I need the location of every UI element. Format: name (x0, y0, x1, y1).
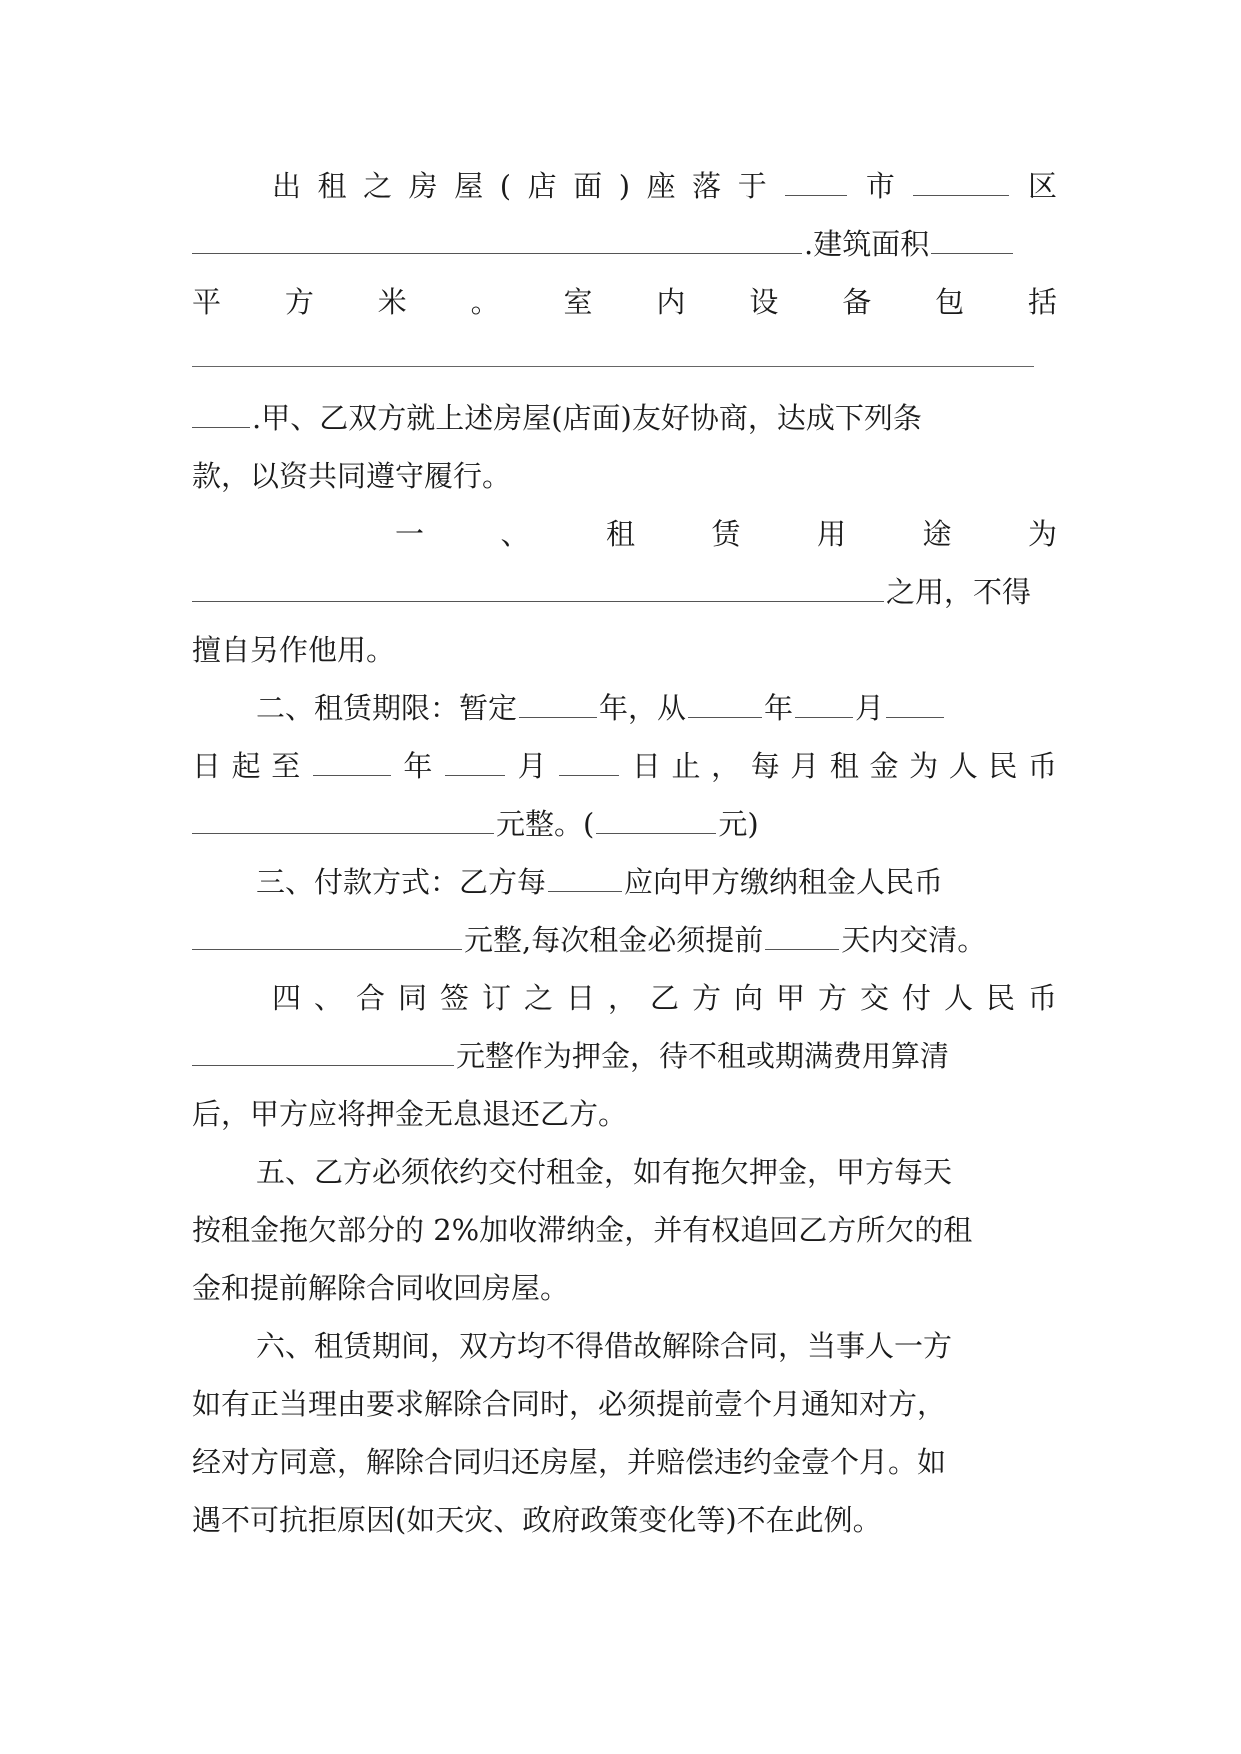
clause-5-line-3 (192, 1268, 1057, 1308)
blank-equipment-end (192, 401, 250, 428)
blank-equipment (192, 366, 1034, 367)
text-segment: 后，甲方应将押金无息退还乙方。 (192, 1097, 628, 1131)
text-segment: 日止，每月租金为人民币 (621, 749, 1057, 783)
paragraph-premises-line-3 (192, 282, 1057, 322)
blank-start-month (795, 691, 853, 718)
text-segment: 三、付款方式：乙方每 (256, 865, 547, 899)
clause-3-line-2 (192, 920, 1057, 960)
text-segment: 年 (392, 749, 444, 783)
blank-usage (192, 575, 884, 602)
clause-6-line-1 (256, 1326, 1057, 1366)
clause-6-line-3 (192, 1442, 1057, 1482)
blank-payment-period (548, 865, 622, 892)
text-segment: 月 (507, 749, 558, 783)
text-segment: 按租金拖欠部分的 2%加收滞纳金，并有权追回乙方所欠的租 (192, 1213, 973, 1247)
paragraph-premises-line-1 (272, 166, 1057, 206)
clause-4-line-3 (192, 1094, 1057, 1134)
text-segment: 遇不可抗拒原因(如天灾、政府政策变化等)不在此例。 (192, 1503, 882, 1537)
clause-3-line-1 (256, 862, 1057, 902)
text-segment: 之用，不得 (886, 575, 1032, 609)
text-segment: 年，从 (599, 691, 687, 725)
text-segment: 经对方同意，解除合同归还房屋，并赔偿违约金壹个月。如 (192, 1445, 947, 1479)
text-segment: .甲、乙双方就上述房屋(店面)友好协商，达成下列条 (252, 401, 922, 435)
clause-1-line-3 (192, 630, 1057, 670)
clause-5-line-2 (192, 1210, 1057, 1250)
blank-address (192, 227, 802, 254)
text-segment: 平方米。室内设备包括 (192, 285, 1057, 319)
text-segment: 市 (849, 169, 912, 203)
text-segment: 月 (855, 691, 885, 725)
blank-monthly-rent-figure (596, 807, 716, 834)
blank-start-year (688, 691, 762, 718)
clause-2-line-2 (192, 746, 1057, 786)
blank-start-day (886, 691, 944, 718)
text-segment: 元整,每次租金必须提前 (464, 923, 764, 957)
blank-end-year (313, 749, 391, 776)
text-segment: 款，以资共同遵守履行。 (192, 459, 512, 493)
clause-1-line-2 (192, 572, 1057, 612)
blank-end-day (559, 749, 619, 776)
text-segment: 金和提前解除合同收回房屋。 (192, 1271, 570, 1305)
clause-2-line-1 (256, 688, 1057, 728)
paragraph-premises-line-5 (192, 398, 1057, 438)
text-segment: 六、租赁期间，双方均不得借故解除合同，当事人一方 (256, 1329, 953, 1363)
text-segment: 日起至 (192, 749, 311, 783)
clause-4-line-1 (272, 978, 1057, 1018)
clause-5-line-1 (256, 1152, 1057, 1192)
blank-district (913, 169, 1009, 196)
text-segment: .建筑面积 (804, 227, 930, 261)
text-segment: 元) (718, 807, 759, 841)
text-segment: 区 (1011, 169, 1057, 203)
clause-6-line-4 (192, 1500, 1057, 1540)
text-segment: 应向甲方缴纳租金人民币 (624, 865, 944, 899)
clause-6-line-2 (192, 1384, 1072, 1424)
text-segment: 年 (764, 691, 794, 725)
blank-advance-days (765, 923, 839, 950)
clause-2-line-3 (192, 804, 1057, 844)
blank-deposit-amount (192, 1039, 454, 1066)
blank-payment-amount (192, 923, 462, 950)
text-segment: 擅自另作他用。 (192, 633, 396, 667)
clause-1-line-1 (395, 514, 1057, 554)
text-segment: 一、租赁用途为 (395, 517, 1057, 551)
blank-monthly-rent (192, 807, 494, 834)
text-segment: 出租之房屋(店面)座落于 (272, 169, 784, 203)
text-segment: 如有正当理由要求解除合同时，必须提前壹个月通知对方， (192, 1387, 947, 1421)
text-segment: 五、乙方必须依约交付租金，如有拖欠押金，甲方每天 (256, 1155, 953, 1189)
paragraph-premises-line-6 (192, 456, 1057, 496)
blank-end-month (445, 749, 505, 776)
text-segment: 二、租赁期限：暂定 (256, 691, 518, 725)
blank-term-years (519, 691, 597, 718)
blank-city (785, 169, 847, 196)
text-segment: 四、合同签订之日，乙方向甲方交付人民币 (272, 981, 1057, 1015)
text-segment: 天内交清。 (841, 923, 987, 957)
text-segment: 元整作为押金，待不租或期满费用算清 (456, 1039, 950, 1073)
blank-area (931, 227, 1013, 254)
clause-4-line-2 (192, 1036, 1057, 1076)
text-segment: 元整。( (496, 807, 595, 841)
paragraph-premises-line-2 (192, 224, 1057, 264)
